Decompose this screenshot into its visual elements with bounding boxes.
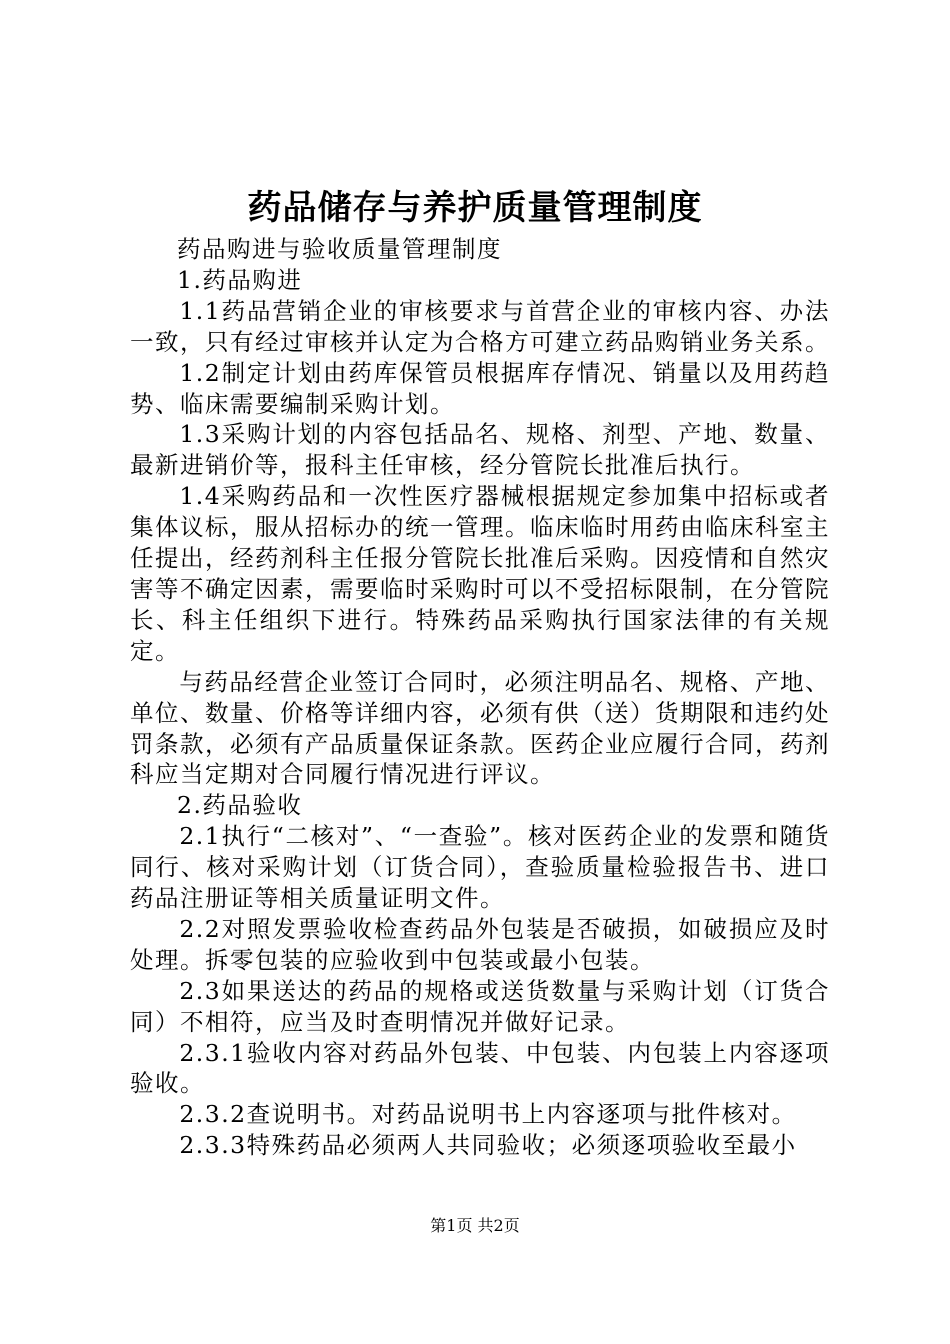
section-heading: 1.药品购进 — [177, 265, 303, 294]
document-body — [130, 234, 830, 1161]
paragraph: 2.3.2查说明书。对药品说明书上内容逐项与批件核对。 — [179, 1100, 797, 1129]
paragraph: 2.1执行“二核对”、“一查验”。核对医药企业的发票和随货同行、核对采购计划（订货合同），查验质量检验报告书、进口药品注册证等相关质量证明文件。 — [130, 822, 830, 913]
paragraph: 2.3如果送达的药品的规格或送货数量与采购计划（订货合同）不相符，应当及时查明情况并做好记录。 — [130, 976, 830, 1036]
paragraph: 1.1药品营销企业的审核要求与首营企业的审核内容、办法一致，只有经过审核并认定为合格方可建立药品购销业务关系。 — [130, 296, 830, 356]
paragraph: 2.2对照发票验收检查药品外包装是否破损，如破损应及时处理。拆零包装的应验收到中包装或最小包装。 — [130, 914, 830, 974]
paragraph: 1.3采购计划的内容包括品名、规格、剂型、产地、数量、最新进销价等，报科主任审核，经分管院长批准后执行。 — [130, 420, 830, 480]
page-number-footer: 第1页 共2页 — [430, 1216, 520, 1235]
paragraph: 1.2制定计划由药库保管员根据库存情况、销量以及用药趋势、临床需要编制采购计划。 — [130, 358, 830, 418]
paragraph: 2.3.3特殊药品必须两人共同验收；必须逐项验收至最小 — [179, 1131, 797, 1160]
section-heading: 2.药品验收 — [177, 791, 303, 820]
section-heading: 药品购进与验收质量管理制度 — [177, 235, 502, 263]
page-title: 药品储存与养护质量管理制度 — [247, 188, 703, 228]
paragraph: 1.4采购药品和一次性医疗器械根据规定参加集中招标或者集体议标，服从招标办的统一管理。临床临时用药由临床科室主任提出，经药剂科主任报分管院长批准后采购。因疫情和自然灾害等不确定因素，需要临时采购时可以不受招标限制，在分管院长、科主任组织下进行。特殊药品采购执行国家法律的有关规定。 — [130, 482, 830, 665]
paragraph: 与药品经营企业签订合同时，必须注明品名、规格、产地、单位、数量、价格等详细内容，必须有供（送）货期限和违约处罚条款，必须有产品质量保证条款。医药企业应履行合同，药剂科应当定期对合同履行情况进行评议。 — [130, 667, 830, 789]
paragraph: 2.3.1验收内容对药品外包装、中包装、内包装上内容逐项验收。 — [130, 1038, 830, 1098]
